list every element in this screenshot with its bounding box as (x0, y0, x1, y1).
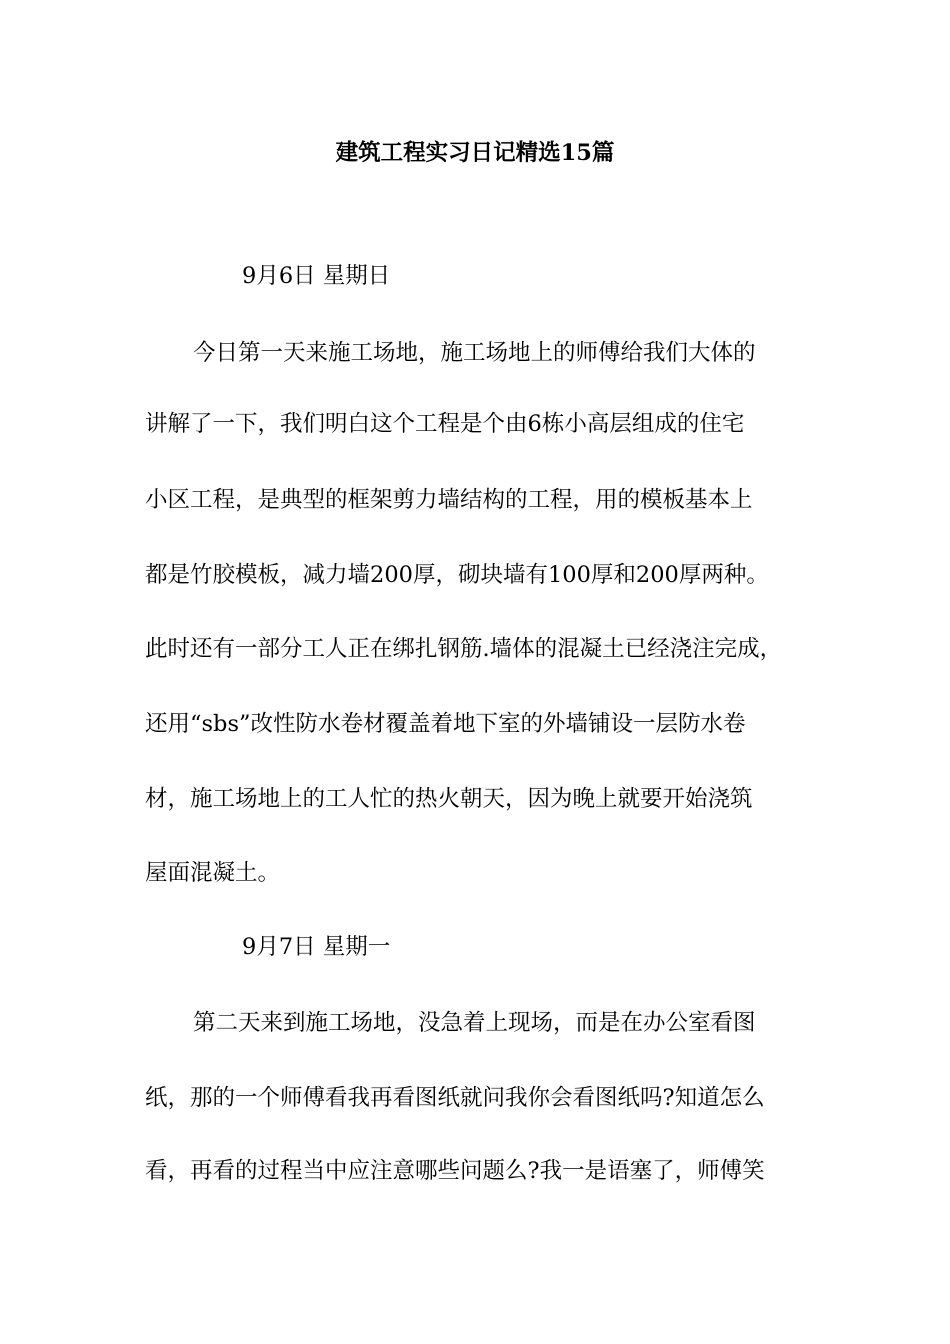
entry-date: 9月6日 星期日 (242, 263, 391, 289)
paragraph-line: 看，再看的过程当中应注意哪些问题么?我一是语塞了，师傅笑 (145, 1158, 765, 1184)
paragraph-line: 材，施工场地上的工人忙的热火朝天，因为晚上就要开始浇筑 (145, 786, 753, 812)
document-title: 建筑工程实习日记精选15篇 (335, 140, 615, 166)
paragraph-line: 还用“sbs”改性防水卷材覆盖着地下室的外墙铺设一层防水卷 (145, 711, 746, 737)
paragraph-line: 讲解了一下，我们明白这个工程是个由6栋小高层组成的住宅 (145, 411, 745, 437)
paragraph-line: 小区工程，是典型的框架剪力墙结构的工程，用的模板基本上 (145, 487, 753, 513)
paragraph-line: 第二天来到施工场地，没急着上现场，而是在办公室看图 (193, 1010, 756, 1036)
paragraph-line: 此时还有一部分工人正在绑扎钢筋.墙体的混凝土已经浇注完成， (145, 636, 783, 662)
paragraph-line: 都是竹胶模板，减力墙200厚，砌块墙有100厚和200厚两种。 (145, 562, 769, 588)
paragraph-line: 今日第一天来施工场地，施工场地上的师傅给我们大体的 (193, 340, 756, 366)
paragraph-line: 屋面混凝土。 (145, 860, 281, 886)
paragraph-line: 纸，那的一个师傅看我再看图纸就问我你会看图纸吗?知道怎么 (145, 1085, 765, 1111)
entry-date: 9月7日 星期一 (242, 934, 391, 960)
